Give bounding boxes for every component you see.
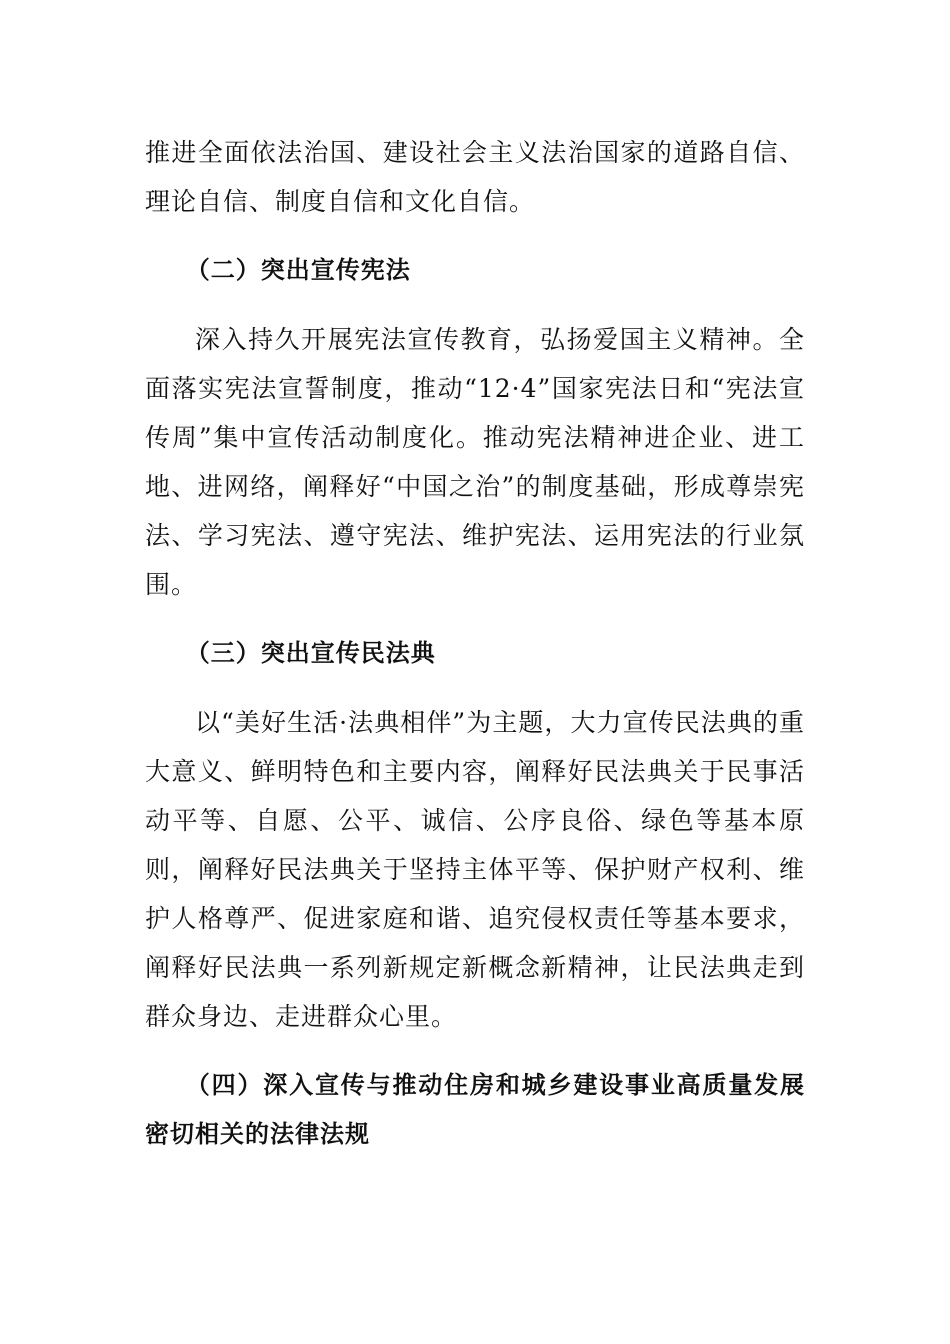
paragraph-spacer [145, 678, 805, 698]
section-heading-4: （四）深入宣传与推动住房和城乡建设事业高质量发展密切相关的法律法规 [145, 1071, 805, 1148]
section-heading-3: （三）突出宣传民法典 [185, 639, 436, 667]
section-heading-2: （二）突出宣传宪法 [185, 256, 411, 284]
paragraph-spacer [145, 1041, 805, 1061]
section-body-2: 深入持久开展宪法宣传教育，弘扬爱国主义精神。全面落实宪法宣誓制度，推动“12·4”国家宪法日和“宪法宣传周”集中宣传活动制度化。推动宪法精神进企业、进工地、进网络，阐释好“中国之治”的制度基础，形成尊崇宪法、学习宪法、遵守宪法、维护宪法、运用宪法的行业氛围。 [145, 325, 805, 599]
paragraph-spacer [145, 295, 805, 315]
section-body-3: 以“美好生活·法典相伴”为主题，大力宣传民法典的重大意义、鲜明特色和主要内容，阐释好民法典关于民事活动平等、自愿、公平、诚信、公序良俗、绿色等基本原则，阐释好民法典关于坚持主体平等、保护财产权利、维护人格尊严、促进家庭和谐、追究侵权责任等基本要求，阐释好民法典一系列新规定新概念新精神，让民法典走到群众身边、走进群众心里。 [145, 708, 805, 1031]
paragraph-spacer [145, 609, 805, 629]
intro-paragraph: 推进全面依法治国、建设社会主义法治国家的道路自信、理论自信、制度自信和文化自信。 [145, 138, 805, 216]
document-page [145, 128, 805, 1159]
paragraph-spacer [145, 226, 805, 246]
